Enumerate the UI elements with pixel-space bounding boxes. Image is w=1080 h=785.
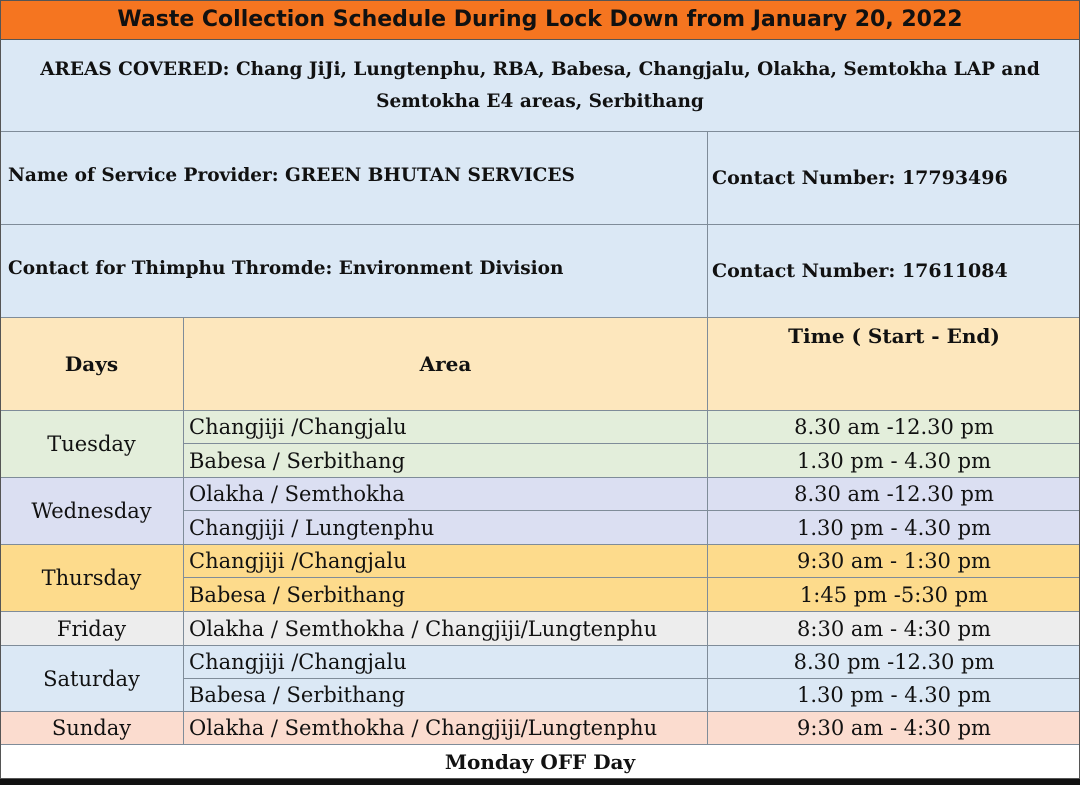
- table-row: [184, 712, 1080, 745]
- time-cell: 1:45 pm -5:30 pm: [799, 582, 989, 607]
- table-row: [184, 545, 1080, 578]
- thromde-contact-number: Contact Number: 17611084: [712, 260, 1008, 282]
- area-cell: Babesa / Serbithang: [184, 578, 708, 611]
- area-cell: Babesa / Serbithang: [184, 679, 708, 711]
- table-row: [184, 679, 1080, 712]
- title-bar: [0, 0, 1080, 40]
- table-row: [184, 578, 1080, 612]
- table-row: [184, 411, 1080, 444]
- table-row: [184, 478, 1080, 511]
- area-cell: Changjiji /Changjalu: [184, 545, 708, 577]
- area-cell: Olakha / Semthokha / Changjiji/Lungtenphu: [184, 712, 708, 744]
- time-cell: 8.30 pm -12.30 pm: [793, 650, 995, 674]
- bottom-border-bar: [0, 779, 1080, 785]
- day-saturday: Saturday: [0, 646, 184, 712]
- thromde-contact-row: [0, 225, 1080, 318]
- service-provider-row: [0, 132, 1080, 225]
- area-cell: Olakha / Semthokha / Changjiji/Lungtenphu: [184, 612, 708, 645]
- day-friday: Friday: [0, 612, 184, 646]
- page-title: Waste Collection Schedule During Lock Down from January 20, 2022: [117, 7, 963, 32]
- table-header-row: [0, 318, 1080, 411]
- table-row: [184, 444, 1080, 478]
- area-cell: Changjiji /Changjalu: [184, 411, 708, 443]
- time-cell: 1.30 pm - 4.30 pm: [796, 515, 992, 540]
- area-cell: Babesa / Serbithang: [184, 444, 708, 477]
- table-row: [184, 646, 1080, 679]
- day-sunday: Sunday: [0, 712, 184, 745]
- service-provider-contact: Contact Number: 17793496: [712, 167, 1008, 189]
- time-cell: 1.30 pm - 4.30 pm: [796, 683, 992, 707]
- header-days: Days: [0, 318, 184, 410]
- time-cell: 9:30 am - 4:30 pm: [797, 716, 991, 740]
- time-cell: 8.30 am -12.30 pm: [794, 415, 994, 439]
- time-cell: 8:30 am - 4:30 pm: [797, 616, 991, 641]
- monday-off-note: Monday OFF Day: [444, 750, 636, 774]
- footer-row: [0, 745, 1080, 779]
- areas-covered-row: [0, 40, 1080, 132]
- day-wednesday: Wednesday: [0, 478, 184, 545]
- area-cell: Changjiji /Changjalu: [184, 646, 708, 678]
- thromde-contact-label: Contact for Thimphu Thromde: Environment Division: [0, 225, 708, 317]
- service-provider-label: Name of Service Provider: GREEN BHUTAN SERVICES: [0, 132, 708, 224]
- area-cell: Olakha / Semthokha: [184, 478, 708, 510]
- time-cell: 8.30 am -12.30 pm: [794, 482, 994, 506]
- time-cell: 9:30 am - 1:30 pm: [797, 549, 991, 573]
- time-cell: 1.30 pm - 4.30 pm: [796, 448, 992, 473]
- table-row: [184, 612, 1080, 646]
- header-time: Time ( Start - End): [788, 324, 1000, 348]
- table-row: [184, 511, 1080, 545]
- area-cell: Changjiji / Lungtenphu: [184, 511, 708, 544]
- day-thursday: Thursday: [0, 545, 184, 612]
- areas-covered-text: AREAS COVERED: Chang JiJi, Lungtenphu, RBA, Babesa, Changjalu, Olakha, Semtokha LAP and Semtokha E4 areas, Serbithang: [40, 58, 1040, 112]
- day-tuesday: Tuesday: [0, 411, 184, 478]
- header-area: Area: [184, 318, 708, 410]
